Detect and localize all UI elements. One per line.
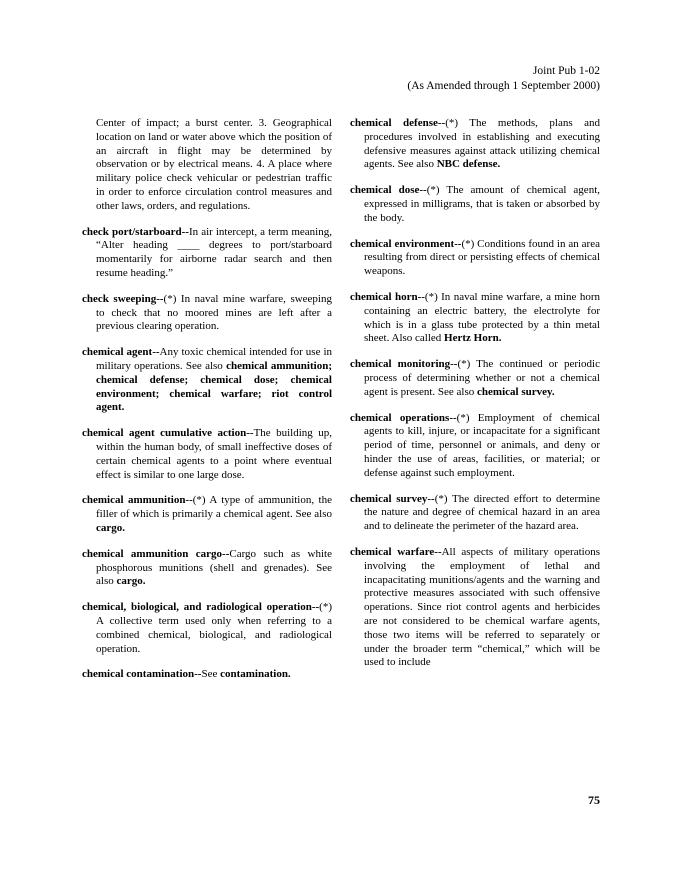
entry-term: chemical, biological, and radiological operation--	[82, 601, 320, 614]
cross-reference: Hertz Horn.	[444, 332, 502, 345]
dictionary-entry	[82, 346, 332, 415]
entry-definition: All aspects of military operations involving the employment of lethal and incapacitating munitions/agents and the warning and protective measures associated with such offensive operations. Since riot control agents and herbicides are not considered to be chemical warfare agents, those two items will be referred to separately or under the broader term “chemical,” which will be used to include	[364, 545, 600, 669]
entry-definition: (*) The methods, plans and procedures involved in establishing and executing defensive measures against attack utilizing chemical agents. See also	[364, 117, 600, 171]
dictionary-entry	[82, 601, 332, 656]
entry-term: chemical horn--	[350, 290, 425, 303]
dictionary-entry	[350, 238, 600, 279]
publication-title: Joint Pub 1-02	[532, 65, 600, 77]
entry-definition: (*) Conditions found in an area resulting from direct or persisting effects of chemical weapons.	[364, 237, 600, 278]
dictionary-entry	[82, 548, 332, 589]
entry-term: chemical ammunition cargo--	[82, 547, 230, 560]
cross-reference: chemical ammunition; chemical defense; chemical dose; chemical environment; chemical warfare; riot control agent.	[96, 359, 332, 414]
cross-reference: cargo.	[96, 521, 126, 534]
entry-term: chemical ammunition--	[82, 494, 193, 507]
entry-definition: (*) The directed effort to determine the nature and degree of chemical hazard in an area and to delineate the perimeter of the hazard area.	[364, 492, 601, 533]
dictionary-entry	[350, 117, 600, 172]
entry-definition: (*) A type of ammunition, the filler of which is primarily a chemical agent. See also	[96, 494, 332, 521]
entry-term: chemical agent cumulative action--	[82, 427, 254, 440]
entry-definition: (*) Employment of chemical agents to kill, injure, or incapacitate for a significant period of time, personnel or animals, and deny or hinder the use of areas, facilities, or material; or defense against such employment.	[364, 411, 601, 479]
dictionary-entry	[350, 412, 600, 481]
entry-term: chemical agent--	[82, 346, 160, 359]
cross-reference: contamination.	[220, 668, 291, 681]
dictionary-entry	[82, 226, 332, 281]
entry-definition: The building up, within the human body, of small ineffective doses of certain chemical agents to a point where eventual effect is similar to one large dose.	[96, 427, 332, 481]
left-column	[82, 117, 332, 694]
dictionary-entry	[350, 358, 600, 399]
entry-definition: Cargo such as white phosphorous munitions (shell and grenades). See also	[96, 547, 332, 588]
dictionary-entry	[350, 291, 600, 346]
entry-definition: See	[201, 668, 221, 681]
page-number: 75	[588, 793, 600, 807]
dictionary-entry	[350, 184, 600, 225]
cross-reference: cargo.	[116, 575, 146, 588]
entry-definition: (*) A collective term used only when referring to a combined chemical, biological, and radiological operation.	[96, 601, 332, 655]
entry-definition: (*) In naval mine warfare, a mine horn containing an electric battery, the electrolyte for which is in a glass tube protected by a thin metal sheet. Also called	[364, 290, 600, 345]
entry-definition: (*) The continued or periodic process of determining whether or not a chemical agent is present. See also	[364, 358, 600, 398]
entry-term: chemical warfare--	[350, 545, 442, 558]
entry-term: chemical defense--	[350, 117, 446, 129]
entry-definition: Any toxic chemical intended for use in military operations. See also	[96, 346, 333, 372]
dictionary-entry	[350, 493, 600, 534]
entry-term: check sweeping--	[82, 292, 164, 305]
entry-definition: Center of impact; a burst center. 3. Geographical location on land or water above which the position of an aircraft in flight may be determined by observation or by electrical means. 4. A place where military police check vehicular or pedestrian traffic in order to enforce circulation control measures and other laws, orders, and regulations.	[96, 117, 332, 212]
dictionary-entry	[82, 668, 332, 682]
cross-reference: chemical survey.	[477, 385, 555, 398]
two-column-body	[82, 117, 600, 694]
entry-term: chemical monitoring--	[350, 358, 458, 371]
dictionary-entry	[82, 427, 332, 482]
page-header	[407, 64, 600, 94]
entry-definition: (*) In naval mine warfare, sweeping to check that no moored mines are left after a previous clearing operation.	[96, 292, 332, 333]
entry-term: chemical contamination--	[82, 668, 202, 681]
entry-term: check port/starboard--	[82, 225, 189, 238]
dictionary-entry	[82, 494, 332, 535]
dictionary-entry	[82, 293, 332, 334]
dictionary-entry	[350, 546, 600, 670]
amendment-note: (As Amended through 1 September 2000)	[407, 80, 600, 92]
entry-term: chemical operations--	[350, 411, 457, 424]
entry-definition: In air intercept, a term meaning, “Alter heading ____ degrees to port/starboard momentarily for airborne radar search and then resume heading.”	[96, 225, 332, 279]
definition-continuation	[82, 117, 332, 214]
entry-term: chemical dose--	[350, 184, 427, 197]
entry-term: chemical environment--	[350, 237, 462, 250]
right-column	[350, 117, 600, 694]
entry-definition: (*) The amount of chemical agent, expressed in milligrams, that is taken or absorbed by the body.	[364, 184, 600, 224]
cross-reference: NBC defense.	[436, 158, 501, 171]
entry-term: chemical survey--	[350, 492, 435, 505]
